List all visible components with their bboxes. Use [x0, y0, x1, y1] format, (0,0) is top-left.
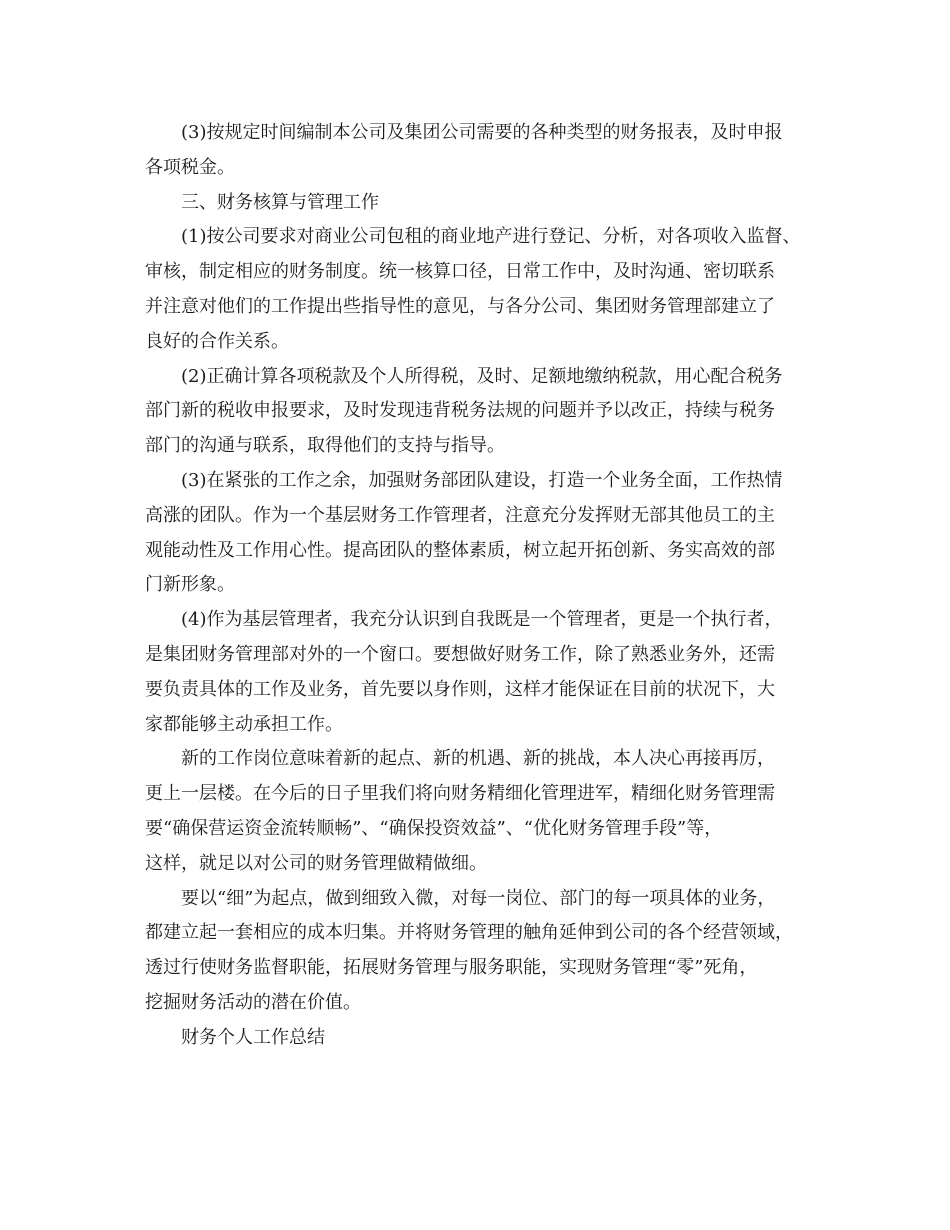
text-line: (2)正确计算各项税款及个人所得税，及时、足额地缴纳税款，用心配合税务	[181, 365, 783, 387]
text-line: 挖掘财务活动的潜在价值。	[145, 991, 361, 1013]
paragraph-report-taxes	[145, 116, 815, 186]
text-line: 部门新的税收申报要求，及时发现违背税务法规的问题并予以改正，持续与税务	[145, 400, 775, 422]
text-line: 并注意对他们的工作提出些指导性的意见，与各分公司、集团财务管理部建立了	[145, 295, 775, 317]
text-line: 各项税金。	[145, 156, 235, 178]
paragraph-new-position	[145, 742, 815, 881]
text-line: 都建立起一套相应的成本归集。并将财务管理的触角延伸到公司的各个经营领域，	[145, 922, 793, 944]
text-line: 家都能够主动承担工作。	[145, 713, 343, 735]
text-line: 观能动性及工作用心性。提高团队的整体素质，树立起开拓创新、务实高效的部	[145, 539, 775, 561]
paragraph-item-3	[145, 464, 815, 603]
text-line: (4)作为基层管理者，我充分认识到自我既是一个管理者，更是一个执行者，	[181, 609, 783, 631]
text-line: 要“确保营运资金流转顺畅”、“确保投资效益”、“优化财务管理手段”等，	[145, 817, 723, 839]
text-line: (3)按规定时间编制本公司及集团公司需要的各种类型的财务报表，及时申报	[181, 122, 783, 143]
text-line: 部门的沟通与联系，取得他们的支持与指导。	[145, 435, 505, 457]
closing-title	[145, 1021, 815, 1056]
text-line: 高涨的团队。作为一个基层财务工作管理者，注意充分发挥财无部其他员工的主	[145, 504, 775, 526]
text-line: 透过行使财务监督职能，拓展财务管理与服务职能，实现财务管理“零”死角，	[145, 957, 758, 979]
paragraph-item-1	[145, 220, 815, 359]
section-heading-text: 三、财务核算与管理工作	[181, 191, 379, 213]
text-line: 要以“细”为起点，做到细致入微，对每一岗位、部门的每一项具体的业务，	[181, 887, 776, 909]
text-line: 新的工作岗位意味着新的起点、新的机遇、新的挑战，本人决心再接再厉，	[181, 748, 775, 770]
text-line: 门新形象。	[145, 574, 235, 596]
text-line: 这样，就足以对公司的财务管理做精做细。	[145, 852, 487, 874]
document-body	[145, 116, 815, 1056]
text-line: 良好的合作关系。	[145, 330, 289, 352]
paragraph-item-2	[145, 360, 815, 464]
text-line: (1)按公司要求对商业公司包租的商业地产进行登记、分析，对各项收入监督、	[181, 226, 801, 248]
paragraph-detail-focus	[145, 882, 815, 1021]
section-heading	[145, 186, 815, 221]
text-line: 要负责具体的工作及业务，首先要以身作则，这样才能保证在目前的状况下，大	[145, 678, 775, 700]
paragraph-item-4	[145, 603, 815, 742]
text-line: 更上一层楼。在今后的日子里我们将向财务精细化管理进军，精细化财务管理需	[145, 783, 775, 805]
text-line: 审核，制定相应的财务制度。统一核算口径，日常工作中，及时沟通、密切联系	[145, 261, 775, 283]
closing-title-text: 财务个人工作总结	[181, 1026, 325, 1048]
text-line: (3)在紧张的工作之余，加强财务部团队建设，打造一个业务全面，工作热情	[181, 469, 783, 491]
text-line: 是集团财务管理部对外的一个窗口。要想做好财务工作，除了熟悉业务外，还需	[145, 643, 775, 665]
